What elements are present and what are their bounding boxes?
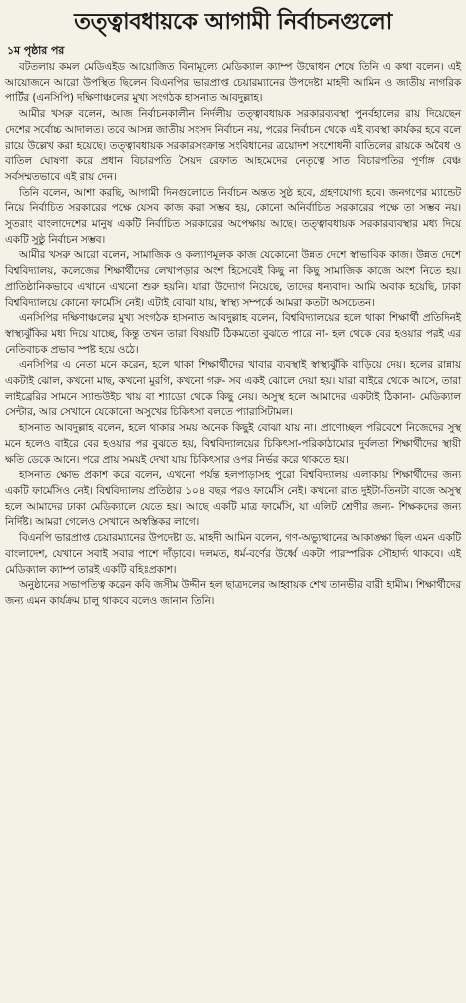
paragraph-6: এনসিপির এ নেতা মনে করেন, হলে থাকা শিক্ষার্থীদের খাবার ব্যবস্থাই স্বাস্থ্যঝুঁকি বাড়িয়ে দেয়। হলের রান্নায় একটাই ঝোল, কখনো মাছ, কখনো মুরগি, কখনো গরু- সব একই ঝোলে দেয়া হয়। যারা বাইরে থেকে আসে, তারা লাইব্রেরির সামনে স্যান্ডউইচ খায় বা শ্যাডো থেকে কিছু নেয়। অসুস্থ হলে আমাদের একটাই ঠিকানা- মেডিক্যাল সেন্টার, আর সেখানে যেকোনো অসুখের চিকিৎসা বলতে প্যারাসিটামল। <box>5 359 461 419</box>
paragraph-10: অনুষ্ঠানের সভাপতিত্ব করেন কবি জসীম উদ্দীন হল ছাত্রদলের আহ্বায়ক শেখ তানভীর বারী হামীম। শিক্ষার্থীদের জন্য এমন কার্যক্রম চালু থাকবে বলেও জানান তিনি। <box>5 579 461 607</box>
paragraph-8: হাসনাত ক্ষোভ প্রকাশ করে বলেন, এখনো পর্যন্ত হলপাড়াসহ পুরো বিশ্ববিদ্যালয় এলাকায় শিক্ষার্থীদের জন্য একটি ফার্মেসিও নেই। বিশ্ববিদ্যালয় প্রতিষ্ঠার ১০৪ বছর পরও ফার্মেসি নেই। কখনো রাত দুইটা-তিনটা বাজে অসুস্থ হলে আমাদের ঢাকা মেডিক্যালে যেতে হয়। আছে একটি মাত্র ফার্মেসি, যা এলিট শ্রেণীর জন্য- শিক্ষকদের জন্য নির্দিষ্ট। আমরা গেলেও সেখানে অস্বস্তিকর লাগে। <box>5 469 461 529</box>
article-body <box>5 60 461 610</box>
paragraph-4: আমীর খসরু আরো বলেন, সামাজিক ও কল্যাণমূলক কাজ যেকোনো উন্নত দেশে স্বাভাবিক কাজ। উন্নত দেশে বিশ্ববিদ্যালয়, কলেজের শিক্ষার্থীদের লেখাপড়ার অংশ হিসেবেই কিছু না কিছু সামাজিক কাজে অংশ নিতে হয়। প্রাতিষ্ঠানিকভাবে এখানে এখনো শুরু হয়নি। যারা উদ্যোগ নিয়েছে, তাদের ধন্যবাদ। আমি অবাক হয়েছি, ঢাকা বিশ্ববিদ্যালয়ে কোনো ফার্মেসি নেই। এটাই বোঝা যায়, স্বাস্থ্য সম্পর্কে আমরা কতটা অসচেতন। <box>5 249 461 309</box>
paragraph-1: বটতলায় কমল মেডিএইড আয়োজিত বিনামূল্যে মেডিক্যাল ক্যাম্প উদ্বোধন শেষে তিনি এ কথা বলেন। এই আয়োজনে আরো উপস্থিত ছিলেন বিএনপির ভারপ্রাপ্ত চেয়ারম্যানের উপদেষ্টা মাহদী আমিন ও জাতীয় নাগরিক পার্টির (এনসিপি) দক্ষিণাঞ্চলের মুখ্য সংগঠক হাসনাত আবদুল্লাহ। <box>5 61 461 105</box>
paragraph-3: তিনি বলেন, আশা করছি, আগামী দিনগুলোতে নির্বাচন অন্তত সুষ্ঠ হবে, গ্রহণযোগ্য হবে। জনগণের ম্যান্ডেট নিয়ে নির্বাচিত সরকারের পক্ষে যেসব কাজ করা সম্ভব হয়, কোনো অনির্বাচিত সরকারের পক্ষে তা সম্ভব নয়। সুতরাং বাংলাদেশের মানুষ একটি নির্বাচিত সরকারের অপেক্ষায় আছে। তত্ত্বাবধায়ক সরকারব্যবস্থার মধ্য দিয়ে একটি সুষ্ঠু নির্বাচন সম্ভব। <box>5 186 461 246</box>
article-headline: তত্ত্বাবধায়কে আগামী নির্বাচনগুলো <box>74 9 392 35</box>
continued-from-label: ১ম পৃষ্ঠার পর <box>7 44 65 57</box>
paragraph-9: বিএনপি ভারপ্রাপ্ত চেয়ারম্যানের উপদেষ্টা ড. মাহদী আমিন বলেন, গণ-অভ্যুত্থানের আকাঙ্ক্ষা ছিল এমন একটি বাংলাদেশ, যেখানে সবাই সবার পাশে দাঁড়াবে। দলমত, ধর্ম-বর্ণের উর্ধ্বে একটা পারস্পরিক সৌহার্দ্য থাকবে। এই মেডিক্যাল ক্যাম্প তারই একটি বহিঃপ্রকাশ। <box>5 532 461 576</box>
paragraph-7: হাসনাত আবদুল্লাহ বলেন, হলে থাকার সময় অনেক কিছুই বোঝা যায় না। প্রাণোচ্ছল পরিবেশে নিজেদের সুস্থ মনে হলেও বাইরে বের হওয়ার পর বুঝতে হয়, বিশ্ববিদ্যালয়ের চিকিৎসা-পরিকাঠামোর দুর্বলতা শিক্ষার্থীদের স্থায়ী ক্ষতি ডেকে আনে। পরে প্রায় সময়ই দেখা যায় চিকিৎসার ওপর নির্ভর করে থাকতে হয়। <box>5 422 461 466</box>
paragraph-2: আমীর খসরু বলেন, আজ নির্বাচনকালীন নির্দলীয় তত্ত্বাবধায়ক সরকারব্যবস্থা পুনর্বহালের রায় দিয়েছেন দেশের সর্বোচ্চ আদালত। তবে আসন্ন জাতীয় সংসদ নির্বাচন নয়, পরের নির্বাচন থেকে এই ব্যবস্থা কার্যকর হবে বলে রায়ে উল্লেখ করা হয়েছে। তত্ত্বাবধায়ক সরকারসংক্রান্ত সংবিধানের ত্রয়োদশ সংশোধনী বাতিলের রায়কে অবৈধ ও বাতিল ঘোষণা করে প্রধান বিচারপতি সৈয়দ রেফাত আহমেদের নেতৃত্বে সাত বিচারপতির পূর্ণাঙ্গ বেঞ্চ সর্বসম্মতভাবে এই রায় দেন। <box>5 108 461 183</box>
paragraph-5: এনসিপির দক্ষিণাঞ্চলের মুখ্য সংগঠক হাসনাত আবদুল্লাহ বলেন, বিশ্ববিদ্যালয়ের হলে থাকা শিক্ষার্থী প্রতিদিনই স্বাস্থ্যঝুঁকির মধ্য দিয়ে যাচ্ছে, কিন্তু তখন তারা বিষয়টি ঠিকমতো বুঝতে পারে না- হল থেকে বের হওয়ার পরই এর নেতিবাচক প্রভাব স্পষ্ট হয়ে ওঠে। <box>5 312 461 356</box>
